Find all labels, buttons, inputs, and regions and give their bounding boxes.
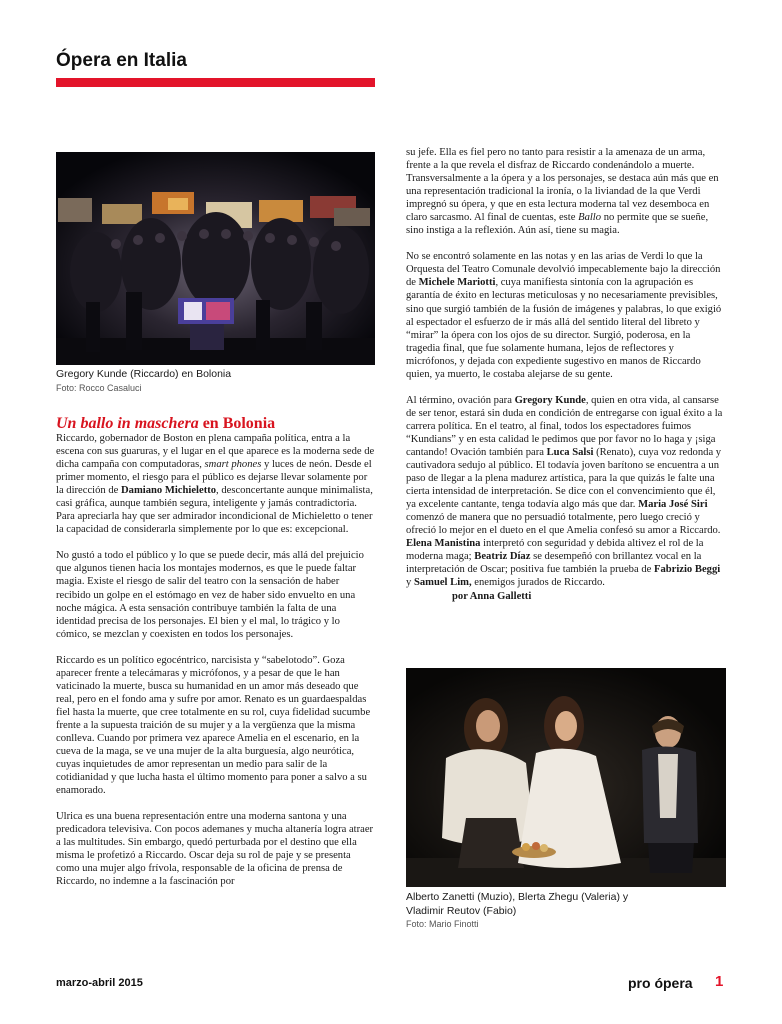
paragraph-6: No se encontró solamente en las notas y en las arias de Verdi lo que la Orquesta del Teatro Comunale devolvió impecablemente bajo la dirección de Michele Mariotti, cuya manifiesta sintonía con la agrupación es garantía de éxito en lecturas meticulosas y no necesariamente previsibles, sino que surgió también de la fusión de imágenes y palabras, lo que exigió al espectador el esfuerzo de ir más allá del sentido literal del libreto y “mirar” la ópera con los ojos de su director. Surgió, poderosa, en la tragedia final, que fue solamente humana, lejos de reflectores y micrófonos, y dejada con expediente sugestivo en manos de Riccardo quien, ya muerto, le costaba alejarse de su gente. [406, 251, 722, 380]
left-column [56, 432, 375, 902]
performers-photo [406, 668, 726, 887]
paragraph-4: Ulrica es una buena representación entre una moderna santona y una predicadora televisiva. Con pocos ademanes y mucha altanería logra atraer a las multitudes. Sin embargo, quedó perturbada por el destino que ella misma le profetizó a Riccardo. Oscar deja su rol de paje y se presenta como una mujer algo frívola, responsable de la oficina de prensa de Riccardo, no indemne a la fascinación por [56, 811, 374, 888]
paragraph-2: No gustó a todo el público y lo que se puede decir, más allá del prejuicio que algunos tienen hacia los montajes modernos, es que le puede faltar magia. Existe el riesgo de salir del teatro con la sensación de haber recibido un golpe en el estómago en vez de haber sido envuelto en una noche mágica. A esta sensación contribuye también la falta de una identidad precisa de los personajes. El bien y el mal, lo trágico y lo cómico, se mezclan y coexisten en todos los personajes. [56, 550, 364, 640]
photo2-caption-block [406, 891, 628, 930]
page-number: 1 [715, 973, 724, 990]
paragraph-5: su jefe. Ella es fiel pero no tanto para resistir a la amenaza de un arma, frente a la que revela el disfraz de Riccardo condenándolo a muerte. Transversalmente a la ópera y a los personajes, se destaca aún más que en una representación tradicional la ironía, o la liviandad de la que Verdi impregnó su ópera, y que en esta lectura moderna tal vez desemboca en claro sarcasmo. Al final de cuentas, este Ballo no permite que se sueñe, sino instiga a la reflexión. Aún así, tiene su magia. [406, 147, 719, 237]
paragraph-3: Riccardo es un político egocéntrico, narcisista y “sabelotodo”. Goza aparecer frente a telecámaras y micrófonos, y a pesar de que le han vaticinado la muerte, busca su humanidad en un amor más deseado que real, pero en el fondo ama y sufre por amor. Renato es un guardaespaldas fiel hasta la muerte, que cree totalmente en su rol, cuya fidelidad sucumbe frente a la supuesta traición de su mujer y a la vergüenza que la misma conlleva. Cuando por primera vez aparece Amelia en el escenario, en la cueva de la maga, se ve una mujer de la alta burguesía, algo neurótica, cuyas inquietudes de amor representan un medio para salir de la cotidianidad y que lucha hasta el último momento para poner a salvo a su enamorado. [56, 654, 371, 797]
byline: por Anna Galletti [452, 590, 532, 602]
paragraph-1: Riccardo, gobernador de Boston en plena campaña política, entra a la escena con sus guaruras, y el lugar en el que aparece es la moderna sede de dicha campaña con computadoras, smart phones y luces de neón. Desde el primer momento, el riesgo para el público es dejarse llevar solamente por la dirección de Damiano Michieletto, desconcertante aunque minimalista, casi gráfica, aunque también segura, inteligente y jamás contradictoria. Para apreciarla hay que ser admirador incondicional de Michieletto o tener la capacidad de considerarla simplemente por lo que es: excepcional. [56, 433, 375, 536]
photo2-caption-line1: Alberto Zanetti (Muzio), Blerta Zhegu (Valeria) y [406, 891, 629, 903]
photo2-credit: Foto: Mario Finotti [406, 919, 479, 929]
photo1-caption-block [56, 368, 231, 394]
section-title: Ópera en Italia [56, 50, 187, 71]
photo2-caption-line2: Vladimir Reutov (Fabio) [406, 904, 517, 917]
photo1-caption: Gregory Kunde (Riccardo) en Bolonia [56, 368, 232, 380]
right-column [406, 146, 726, 603]
article-heading-city: en Bolonia [198, 415, 276, 432]
magazine-name: pro ópera [628, 975, 693, 991]
article-heading [56, 415, 275, 433]
article-heading-opera: Un ballo in maschera [56, 415, 199, 432]
header-rule [56, 78, 375, 87]
stage-photo [56, 152, 375, 365]
photo1-credit: Foto: Rocco Casaluci [56, 382, 142, 393]
paragraph-7: Al término, ovación para Gregory Kunde, quien en otra vida, al cansarse de ser tenor, estará sin duda en condición de entregarse con igual éxito a la carrera política. En el teatro, al final, todos los espectadores fuimos “Kundians” y en esta calidad le pedimos que por favor no lo haga y ¡siga cantando! Ovación también para Luca Salsi (Renato), cuya voz redonda y cautivadora sedujo al público. El todavía joven barítono se encuentra a un paso de llegar a la plena madurez artística, para la que quizás le falte una cierta intensidad de interpretación. Se dice con el convencimiento que él, ya excelente cantante, tenga todavía algo más que dar. Maria José Siri comenzó de manera que no persuadió totalmente, pero luego creció y ofreció lo mejor en el dueto en el que Amelia confesó su amor a Riccardo. Elena Manistina interpretó con seguridad y debida altivez el rol de la moderna maga; Beatriz Díaz se desempeñó con brillantez vocal en la interpretación de Oscar; positiva fue también la prueba de Fabrizio Beggi y Samuel Lim, enemigos jurados de Riccardo. [406, 394, 723, 589]
issue-date: marzo-abril 2015 [56, 977, 143, 989]
